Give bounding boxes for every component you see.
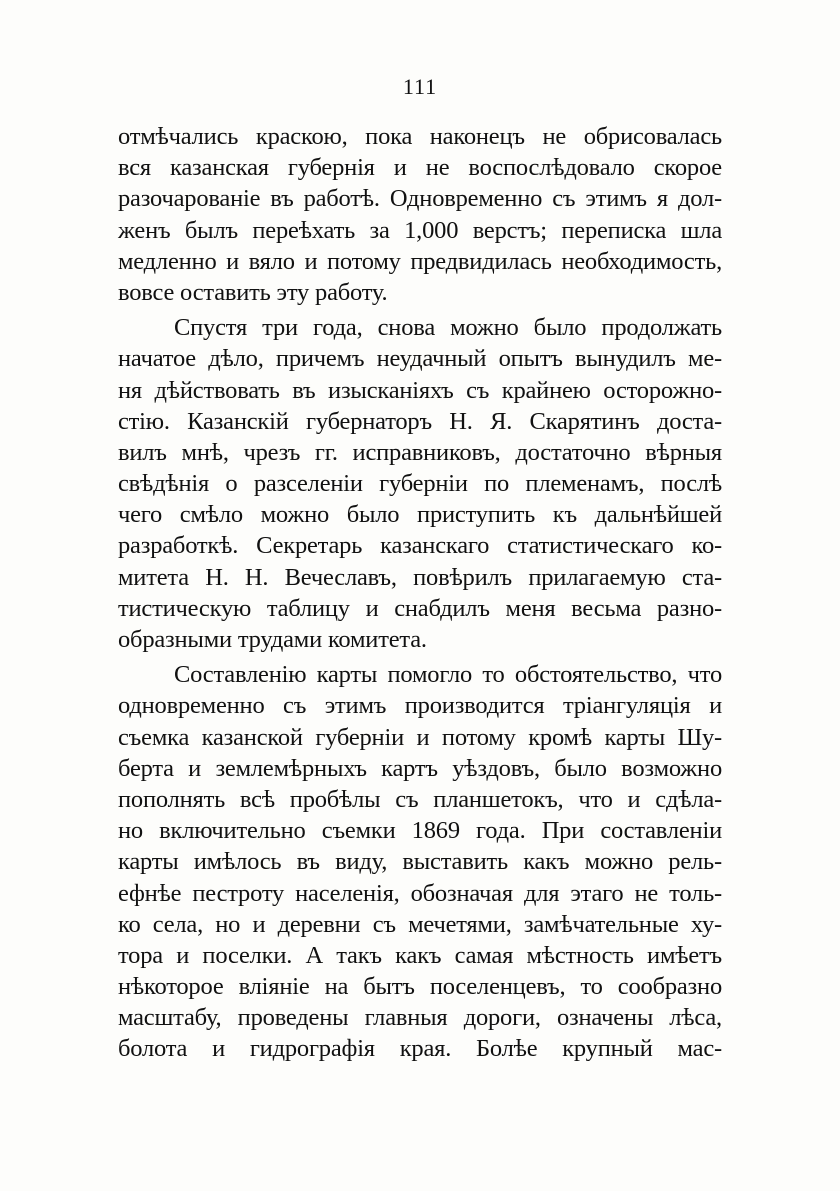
text-line: вся казанская губернія и не воспослѣдовало скорое — [118, 154, 722, 182]
text-line: отмѣчались краскою, пока наконецъ не обрисовалась — [118, 123, 722, 150]
text-line: Составленію карты помогло то обстоятельство, что — [174, 661, 722, 689]
paragraph-2 — [118, 312, 722, 655]
text-line: разработкѣ. Секретарь казанскаго статистическаго ко- — [118, 532, 722, 560]
paragraph-1 — [118, 121, 722, 308]
body-text — [118, 121, 722, 1065]
text-line: берта и землемѣрныхъ картъ уѣздовъ, было возможно — [118, 754, 722, 782]
text-line: разочарованіе въ работѣ. Одновременно съ этимъ я дол- — [118, 185, 722, 213]
text-line: но включительно съемки 1869 года. При составленіи — [118, 817, 722, 845]
text-line: ефнѣе пестроту населенія, обозначая для этаго не толь- — [118, 879, 722, 907]
page-number: 111 — [402, 74, 438, 99]
text-line: стію. Казанскій губернаторъ Н. Я. Скарятинъ доста- — [118, 407, 722, 435]
text-line: ко села, но и деревни съ мечетями, замѣчательные ху- — [118, 910, 722, 938]
text-line: тистическую таблицу и снабдилъ меня весьма разно- — [118, 594, 722, 622]
text-line: нѣкоторое вліяніе на бытъ поселенцевъ, то сообразно — [118, 973, 722, 1001]
paragraph-3 — [118, 659, 722, 1064]
text-line: съемка казанской губерніи и потому кромѣ карты Шу- — [118, 723, 722, 751]
text-line: митета Н. Н. Вечеславъ, повѣрилъ прилагаемую ста- — [118, 563, 722, 591]
text-line: Спустя три года, снова можно было продолжать — [174, 314, 722, 342]
text-line: медленно и вяло и потому предвидилась необходимость, — [118, 247, 722, 275]
text-line: ня дѣйствовать въ изысканіяхъ съ крайнею осторожно- — [118, 376, 722, 404]
text-line: женъ былъ переѣхать за 1,000 верстъ; переписка шла — [118, 216, 722, 244]
text-line: вилъ мнѣ, чрезъ гг. исправниковъ, достаточно вѣрныя — [118, 438, 722, 466]
text-line: тора и поселки. А такъ какъ самая мѣстность имѣетъ — [118, 941, 722, 969]
text-line: вовсе оставить эту работу. — [118, 278, 388, 306]
text-line: одновременно съ этимъ производится тріангуляція и — [118, 692, 722, 720]
text-line: пополнять всѣ пробѣлы съ планшетокъ, что и сдѣла- — [118, 785, 722, 813]
text-line: чего смѣло можно было приступить къ дальнѣйшей — [118, 501, 722, 529]
text-line: образными трудами комитета. — [118, 626, 427, 653]
text-line: карты имѣлось въ виду, выставить какъ можно рель- — [118, 848, 722, 876]
text-line: масштабу, проведены главныя дороги, означены лѣса, — [118, 1004, 722, 1032]
text-line: свѣдѣнія о разселеніи губерніи по племенамъ, послѣ — [118, 470, 722, 498]
text-line: болота и гидрографія края. Болѣе крупный мас- — [118, 1035, 722, 1063]
text-line: начатое дѣло, причемъ неудачный опытъ вынудилъ ме- — [118, 345, 722, 373]
